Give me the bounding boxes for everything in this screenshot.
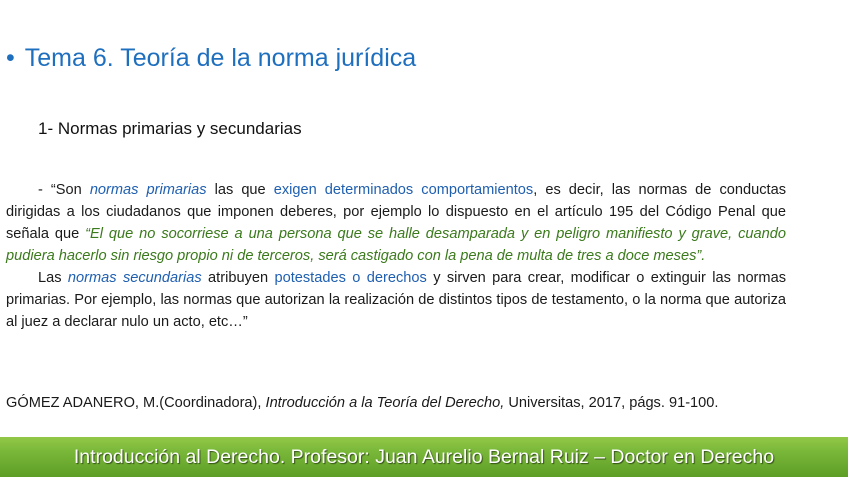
paragraph-primary-norms: [6, 179, 786, 267]
highlight-require-behaviour: exigen determinados comportamientos: [273, 182, 534, 198]
p1-text: las que: [206, 182, 274, 198]
bibliographic-reference: [6, 395, 718, 411]
p1-text: - “Son: [38, 182, 90, 198]
highlight-powers-rights: potestades o derechos: [274, 270, 427, 286]
slide-title: [6, 44, 416, 73]
p2-text: Las: [38, 270, 68, 286]
paragraph-secondary-norms: [6, 267, 786, 333]
title-text: Tema 6. Teoría de la norma jurídica: [24, 44, 417, 72]
section-subtitle: 1- Normas primarias y secundarias: [38, 119, 302, 138]
reference-publisher: Universitas, 2017, págs. 91-100.: [504, 395, 719, 411]
title-bullet: •: [6, 44, 15, 72]
reference-author: GÓMEZ ADANERO, M.(Coordinadora),: [6, 395, 266, 411]
footer-text: Introducción al Derecho. Profesor: Juan Aurelio Bernal Ruiz – Doctor en Derecho: [73, 446, 775, 468]
body-text: [6, 179, 786, 333]
p2-text: y sirven para crear, modificar o extinguir las normas primarias. Por ejemplo, las normas que autorizan la realización de distintos tipos de testamento, o la norma que autoriza al juez a declarar nulo un acto, etc…”: [6, 270, 786, 330]
p1-text: , es decir, las normas de conductas dirigidas a los ciudadanos que imponen deberes, por ejemplo lo dispuesto en el artículo 195 del Código Penal que señala que: [6, 182, 786, 242]
penal-code-quote: “El que no socorriese a una persona que se halle desamparada y en peligro manifiesto y grave, cuando pudiera hacerlo sin riesgo propio ni de terceros, será castigado con la pena de multa de tres a doce meses”.: [6, 226, 786, 264]
term-secondary-norms: normas secundarias: [67, 270, 202, 286]
p2-text: atribuyen: [201, 270, 275, 286]
term-primary-norms: normas primarias: [89, 182, 207, 198]
reference-book-title: Introducción a la Teoría del Derecho,: [265, 395, 505, 411]
